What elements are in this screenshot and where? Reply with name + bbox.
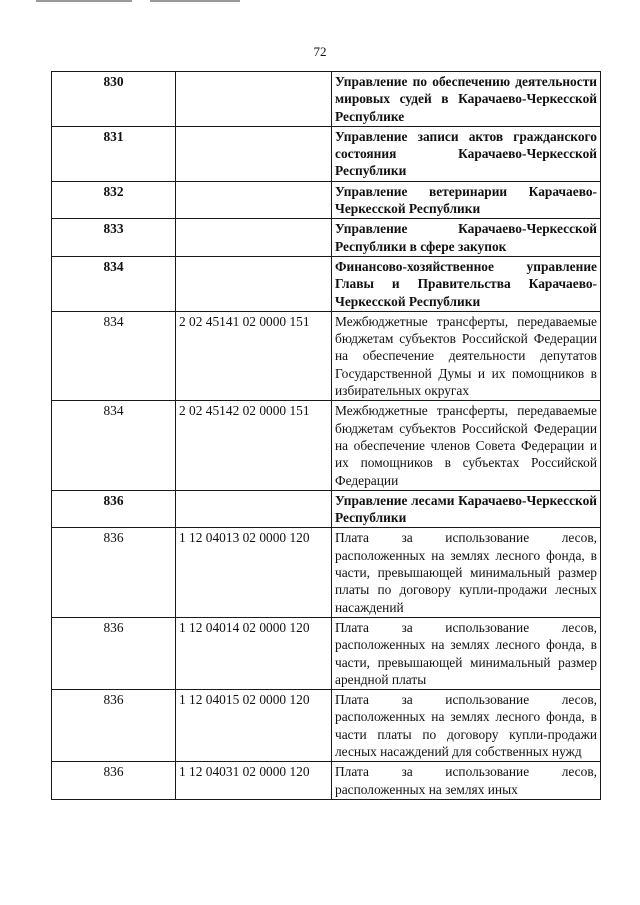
admin-code-cell: 834 [52, 311, 176, 400]
revenue-code-cell: 2 02 45142 02 0000 151 [176, 401, 332, 490]
revenue-codes-table [51, 71, 601, 800]
revenue-code-cell: 1 12 04031 02 0000 120 [176, 762, 332, 800]
page-number: 72 [313, 44, 327, 59]
revenue-code-cell: 1 12 04014 02 0000 120 [176, 617, 332, 689]
table-row [52, 617, 601, 689]
revenue-code-cell [176, 490, 332, 528]
table-row [52, 690, 601, 762]
table-row [52, 490, 601, 528]
description-cell: Управление лесами Карачаево-Черкесской Республики [332, 490, 601, 528]
description-cell: Управление записи актов гражданского состояния Карачаево-Черкесской Республики [332, 126, 601, 181]
revenue-code-cell [176, 72, 332, 127]
scan-artifact-line [150, 0, 240, 2]
table-row [52, 181, 601, 219]
table-row [52, 762, 601, 800]
admin-code-cell: 836 [52, 762, 176, 800]
admin-code-cell: 836 [52, 528, 176, 617]
description-cell: Плата за использование лесов, расположенных на землях лесного фонда, в части, превышающей минимальный размер арендной платы [332, 617, 601, 689]
admin-code-cell: 830 [52, 72, 176, 127]
description-cell: Управление по обеспечению деятельности мировых судей в Карачаево-Черкесской Республике [332, 72, 601, 127]
table-row [52, 219, 601, 257]
admin-code-cell: 832 [52, 181, 176, 219]
description-cell: Плата за использование лесов, расположенных на землях лесного фонда, в части, превышающей минимальный размер платы по договору купли-продажи лесных насаждений [332, 528, 601, 617]
admin-code-cell: 834 [52, 401, 176, 490]
table-body [52, 72, 601, 800]
revenue-code-cell [176, 256, 332, 311]
revenue-code-cell: 1 12 04013 02 0000 120 [176, 528, 332, 617]
description-cell: Управление Карачаево-Черкесской Республики в сфере закупок [332, 219, 601, 257]
description-cell: Плата за использование лесов, расположенных на землях лесного фонда, в части платы по договору купли-продажи лесных насаждений для собственных нужд [332, 690, 601, 762]
scan-artifact-line [36, 0, 132, 2]
revenue-code-cell [176, 181, 332, 219]
table-row [52, 528, 601, 617]
admin-code-cell: 834 [52, 256, 176, 311]
description-cell: Межбюджетные трансферты, передаваемые бюджетам субъектов Российской Федерации на обеспечение членов Совета Федерации и их помощников в субъектах Российской Федерации [332, 401, 601, 490]
description-cell: Финансово-хозяйственное управление Главы и Правительства Карачаево-Черкесской Республики [332, 256, 601, 311]
admin-code-cell: 831 [52, 126, 176, 181]
admin-code-cell: 836 [52, 617, 176, 689]
table-row [52, 126, 601, 181]
table-row [52, 256, 601, 311]
table-row [52, 311, 601, 400]
revenue-code-cell [176, 219, 332, 257]
description-cell: Управление ветеринарии Карачаево-Черкесской Республики [332, 181, 601, 219]
revenue-code-cell [176, 126, 332, 181]
revenue-code-cell: 2 02 45141 02 0000 151 [176, 311, 332, 400]
admin-code-cell: 833 [52, 219, 176, 257]
table-row [52, 401, 601, 490]
revenue-code-cell: 1 12 04015 02 0000 120 [176, 690, 332, 762]
description-cell: Межбюджетные трансферты, передаваемые бюджетам субъектов Российской Федерации на обеспечение деятельности депутатов Государственной Думы и их помощников в избирательных округах [332, 311, 601, 400]
table-row [52, 72, 601, 127]
admin-code-cell: 836 [52, 490, 176, 528]
description-cell: Плата за использование лесов, расположенных на землях иных [332, 762, 601, 800]
admin-code-cell: 836 [52, 690, 176, 762]
